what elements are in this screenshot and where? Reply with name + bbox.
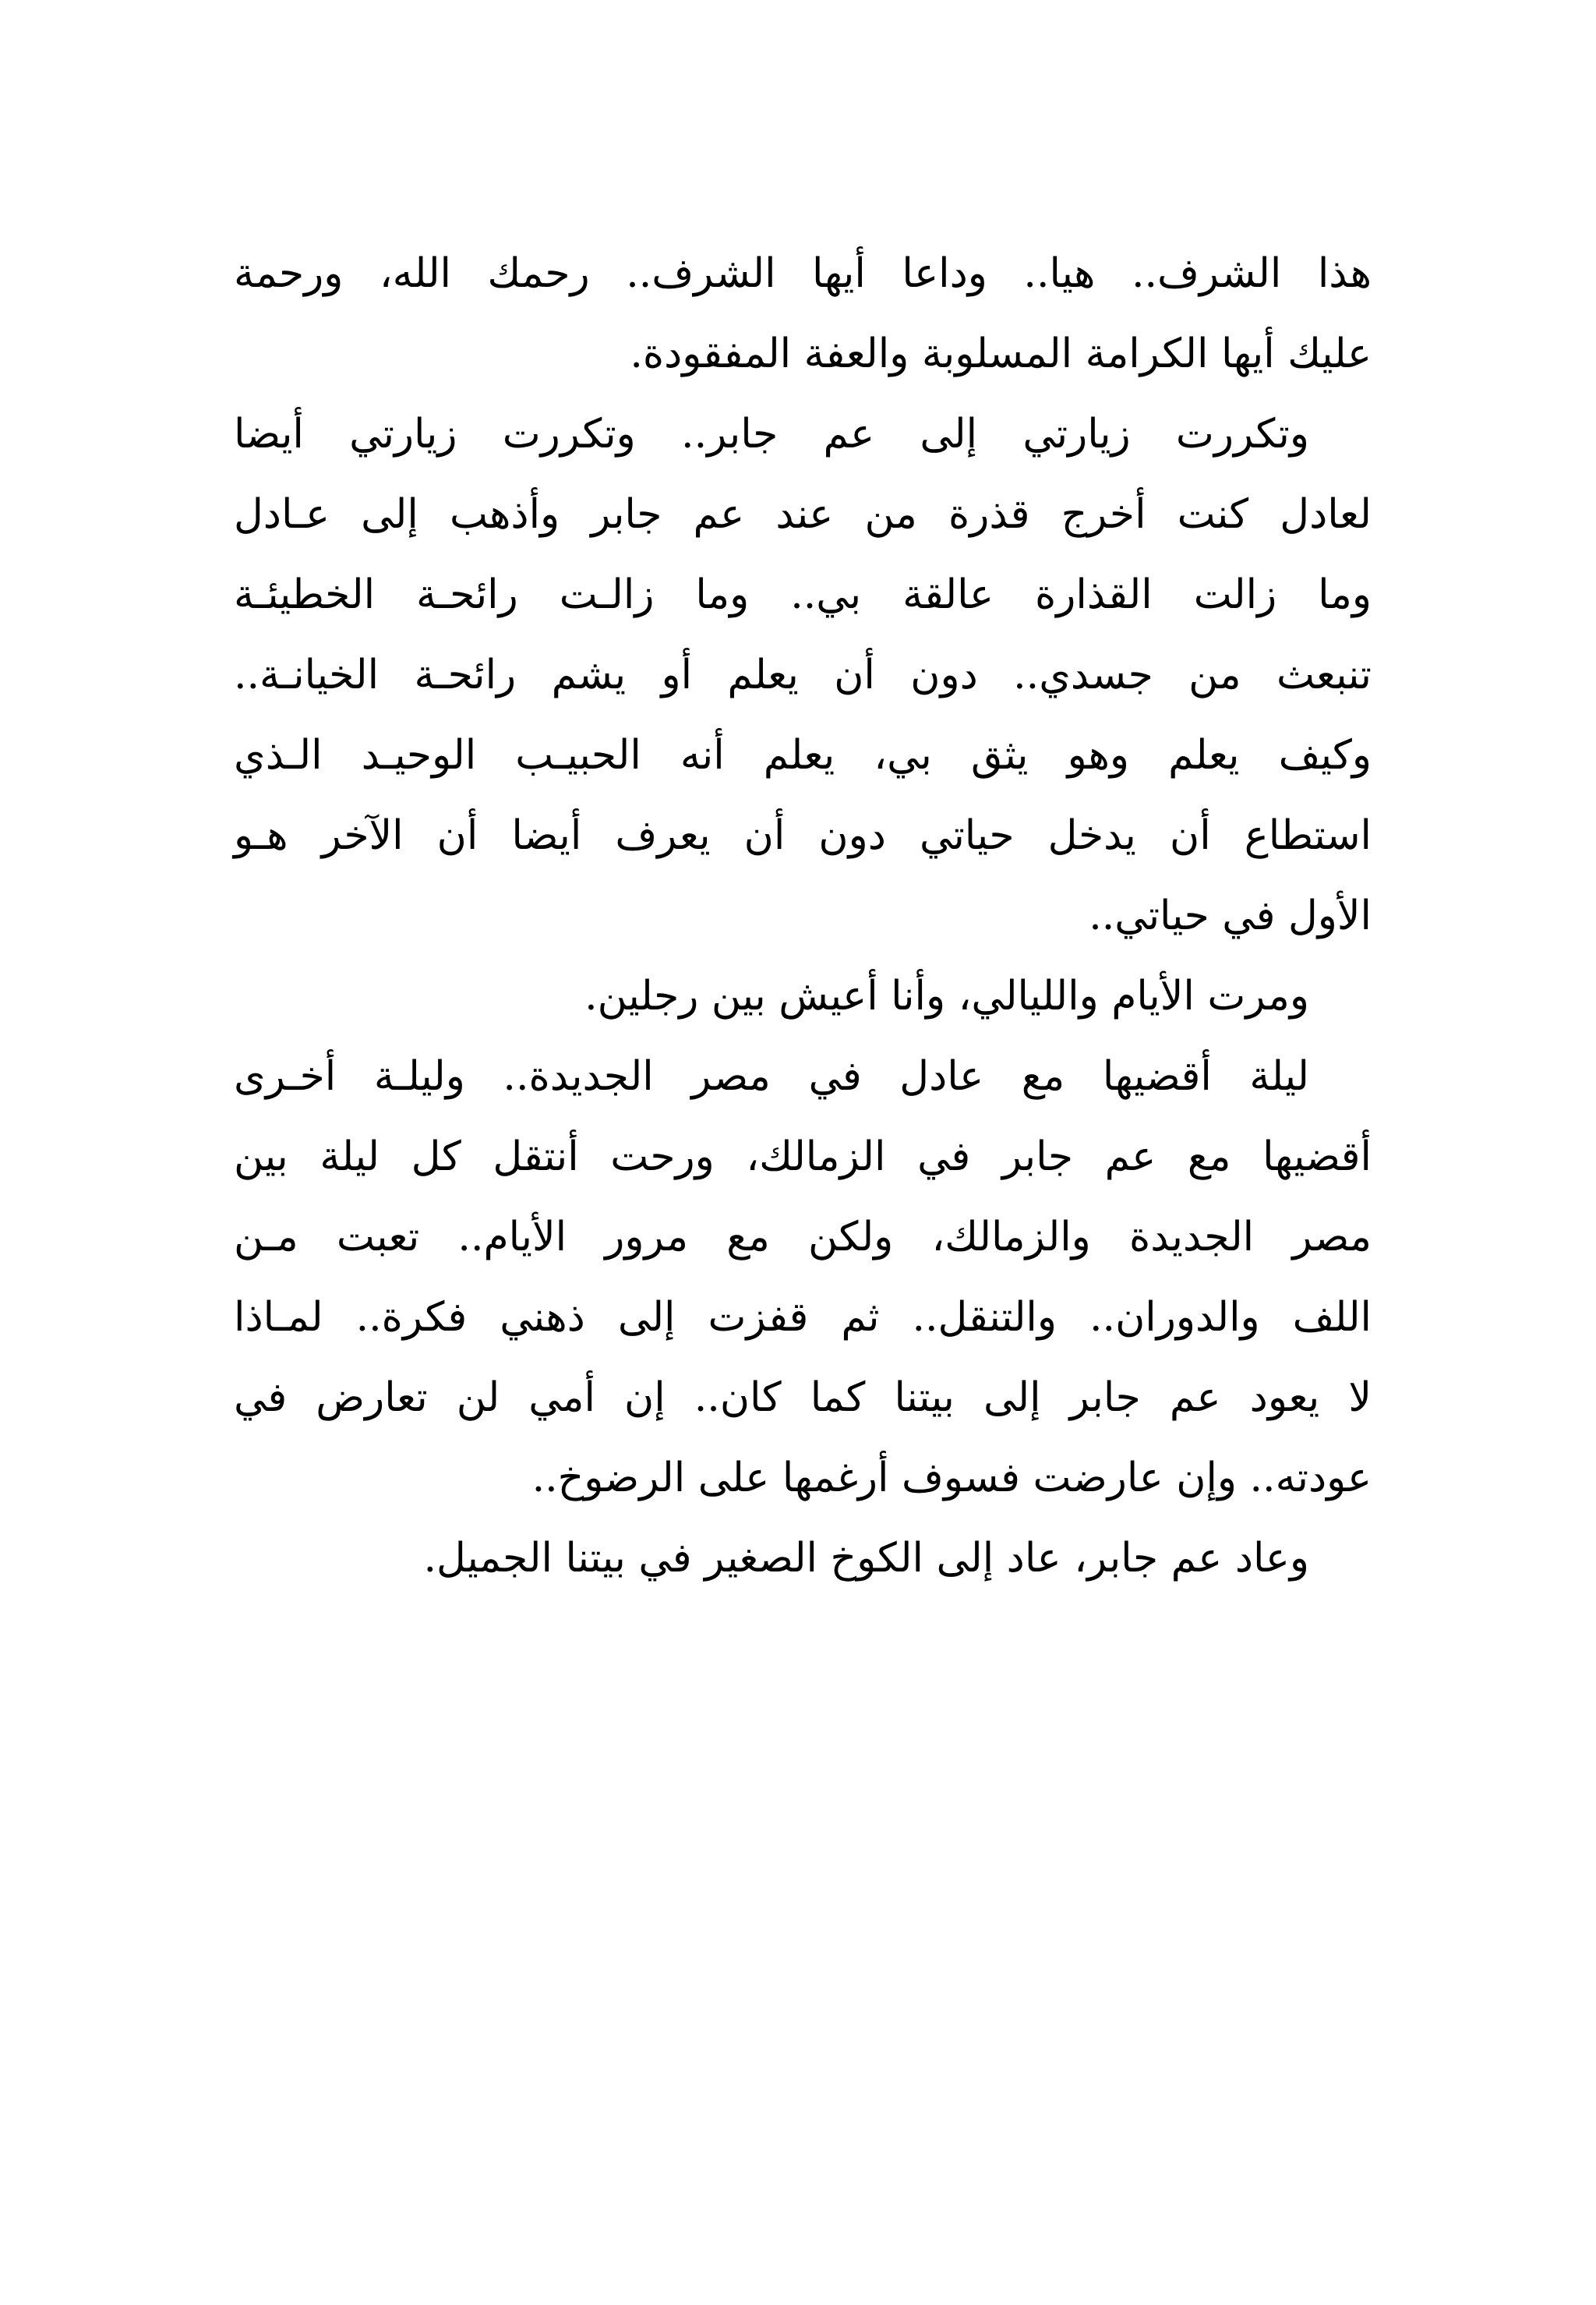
text-line: لا يعود عم جابر إلى بيتنا كما كان.. إن أمي لن تعارض في [234,1374,1372,1421]
text-line: أقضيها مع عم جابر في الزمالك، ورحت أنتقل كل ليلة بين [234,1133,1372,1180]
text-line: عليك أيها الكرامة المسلوبة والعفة المفقودة. [630,331,1372,377]
text-line: مصر الجديدة والزمالك، ولكن مع مرور الأيام.. تعبت مـن [234,1214,1372,1260]
text-line: وما زالت القذارة عالقة بي.. وما زالـت رائحـة الخطيئـة [234,571,1372,618]
text-line: لعادل كنت أخرج قذرة من عند عم جابر وأذهب إلى عـادل [234,491,1372,538]
text-line: الأول في حياتي.. [1089,893,1372,939]
text-line: عودته.. وإن عارضت فسوف أرغمها على الرضوخ.. [531,1455,1372,1501]
paragraph-first-line: وعاد عم جابر، عاد إلى الكوخ الصغير في بيتنا الجميل. [423,1535,1309,1582]
body-text [234,234,1372,1599]
paragraph-first-line: وتكررت زيارتي إلى عم جابر.. وتكررت زيارتي أيضا [234,411,1309,458]
text-line: استطاع أن يدخل حياتي دون أن يعرف أيضا أن الآخر هـو [234,812,1372,859]
text-line: هذا الشرف.. هيا.. وداعا أيها الشرف.. رحمك الله، ورحمة [234,250,1372,297]
paragraph-first-line: ليلة أقضيها مع عادل في مصر الجديدة.. وليلـة أخـرى [234,1053,1309,1100]
text-line: تنبعث من جسدي.. دون أن يعلم أو يشم رائحـة الخيانـة.. [234,652,1372,698]
text-line: وكيف يعلم وهو يثق بي، يعلم أنه الحبيـب الوحيـد الـذي [234,732,1372,779]
text-line: اللف والدوران.. والتنقل.. ثم قفزت إلى ذهني فكرة.. لمـاذا [234,1294,1372,1341]
paragraph-first-line: ومرت الأيام والليالي، وأنا أعيش بين رجلين. [584,973,1309,1020]
